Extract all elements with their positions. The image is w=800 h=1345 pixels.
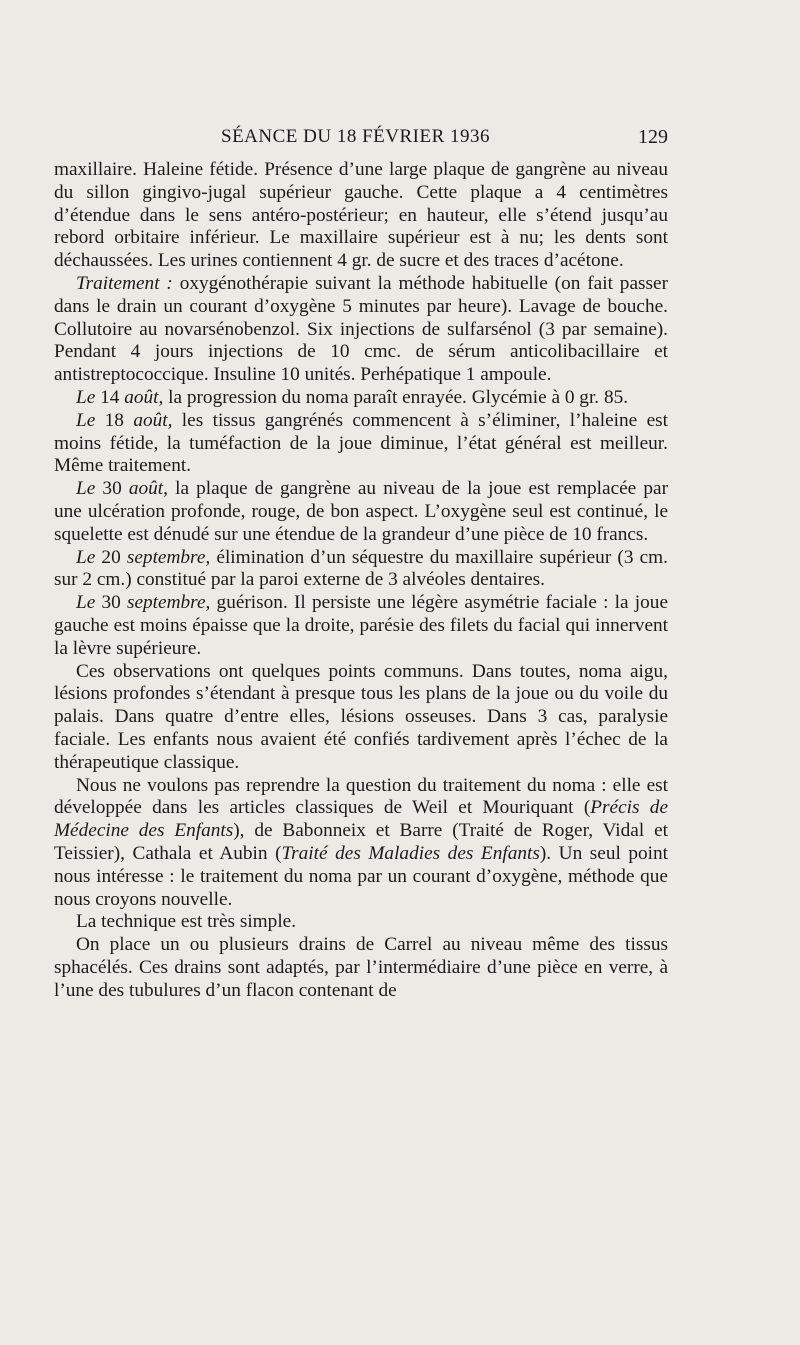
text-segment: 30 bbox=[95, 478, 129, 500]
text-segment: les tissus gangrénés commencent à s’éliminer, l’haleine est moins fétide, la tuméfaction de la joue diminue, l’état général est meilleur. Même traitement. bbox=[54, 409, 669, 477]
paragraph bbox=[54, 547, 668, 593]
text-segment: Nous ne voulons pas reprendre la question du traitement du noma : elle est développée dans les articles classiques de Weil et Mouriquant ( bbox=[54, 774, 668, 819]
paragraph bbox=[54, 410, 668, 478]
italic-text: août, bbox=[128, 478, 168, 500]
text-segment: élimination d’un séquestre du maxillaire supérieur (3 cm. sur 2 cm.) constitué par la paroi externe de 3 alvéoles dentaires. bbox=[54, 546, 668, 591]
paragraph bbox=[54, 661, 668, 775]
italic-text: Traité des Maladies des Enfants bbox=[281, 842, 540, 864]
text-segment: La technique est très simple. bbox=[76, 911, 297, 933]
text-segment: 20 bbox=[95, 546, 127, 568]
running-title: SÉANCE DU 18 FÉVRIER 1936 bbox=[221, 126, 491, 147]
text-segment: On place un ou plusieurs drains de Carrel au niveau même des tissus sphacélés. Ces drains sont adaptés, par l’intermédiaire d’une pièce en verre, à l’une des tubulures d’un flacon contenant de bbox=[54, 934, 668, 1001]
text-segment: 30 bbox=[95, 592, 127, 614]
italic-text: août, bbox=[124, 386, 164, 408]
italic-text: Le bbox=[76, 546, 96, 568]
paragraph bbox=[54, 775, 668, 912]
text-segment: ). Un seul point nous intéresse : le traitement du noma par un courant d’oxygène, méthode que nous croyons nouvelle. bbox=[54, 842, 669, 910]
text-segment: 14 bbox=[95, 386, 125, 408]
text-segment: la progression du noma paraît enrayée. Glycémie à 0 gr. 85. bbox=[163, 386, 629, 408]
paragraph bbox=[54, 273, 668, 387]
italic-text: août, bbox=[133, 409, 173, 431]
italic-text: Le bbox=[76, 478, 96, 500]
italic-text: Traitement : bbox=[76, 272, 173, 294]
italic-text: Le bbox=[76, 409, 96, 431]
paragraph bbox=[54, 159, 668, 273]
page-header bbox=[56, 126, 668, 154]
text-segment: Ces observations ont quelques points communs. Dans toutes, noma aigu, lésions profondes s’étendant à presque tous les plans de la joue ou du voile du palais. Dans quatre d’entre elles, lésions osseuses. Dans 3 cas, paralysie faciale. Les enfants nous avaient été confiés tardivement après l’échec de la thérapeutique classique. bbox=[54, 660, 668, 773]
text-segment: la plaque de gangrène au niveau de la joue est remplacée par une ulcération profonde, rouge, de bon aspect. L’oxygène seul est continué, le squelette est dénudé sur une étendue de la grandeur d’une pièce de 10 francs. bbox=[54, 478, 669, 545]
text-segment: oxygénothérapie suivant la méthode habituelle (on fait passer dans le drain un courant d’oxygène 5 minutes par heure). Lavage de bouche. Collutoire au novarsénobenzol. Six injections de sulfarsénol (3 par semaine). Pendant 4 jours injections de 10 cmc. de sérum anticolibacillaire et antistreptococcique. Insuline 10 unités. Perhépatique 1 ampoule. bbox=[54, 272, 668, 386]
paragraph bbox=[54, 387, 668, 410]
italic-text: Le bbox=[76, 592, 96, 614]
italic-text: septembre, bbox=[126, 546, 211, 568]
paragraph bbox=[54, 592, 668, 660]
text-segment: ), de Babonneix et Barre (Traité de Roger, Vidal et Teissier), Cathala et Aubin ( bbox=[54, 820, 668, 864]
italic-text: Le bbox=[76, 386, 96, 408]
paragraph bbox=[54, 934, 668, 1002]
paragraph bbox=[54, 911, 668, 934]
text-segment: 18 bbox=[95, 409, 134, 431]
page-number: 129 bbox=[638, 126, 668, 148]
italic-text: Précis de Médecine des Enfants bbox=[54, 797, 669, 842]
italic-text: septembre, bbox=[126, 592, 211, 614]
text-segment: maxillaire. Haleine fétide. Présence d’une large plaque de gangrène au niveau du sillon gingivo-jugal supérieur gauche. Cette plaque a 4 centimètres d’étendue dans le sens antéro-postérieur; en hauteur, elle s’étend jusqu’au rebord orbitaire inférieur. Le maxillaire supérieur est à nu; les dents sont déchaussées. Les urines contiennent 4 gr. de sucre et des traces d’acétone. bbox=[54, 159, 668, 272]
body-text bbox=[54, 159, 668, 1002]
text-segment: guérison. Il persiste une légère asymétrie faciale : la joue gauche est moins épaisse que la droite, parésie des filets du facial qui innervent la lèvre supérieure. bbox=[54, 592, 669, 659]
paragraph bbox=[54, 478, 668, 546]
